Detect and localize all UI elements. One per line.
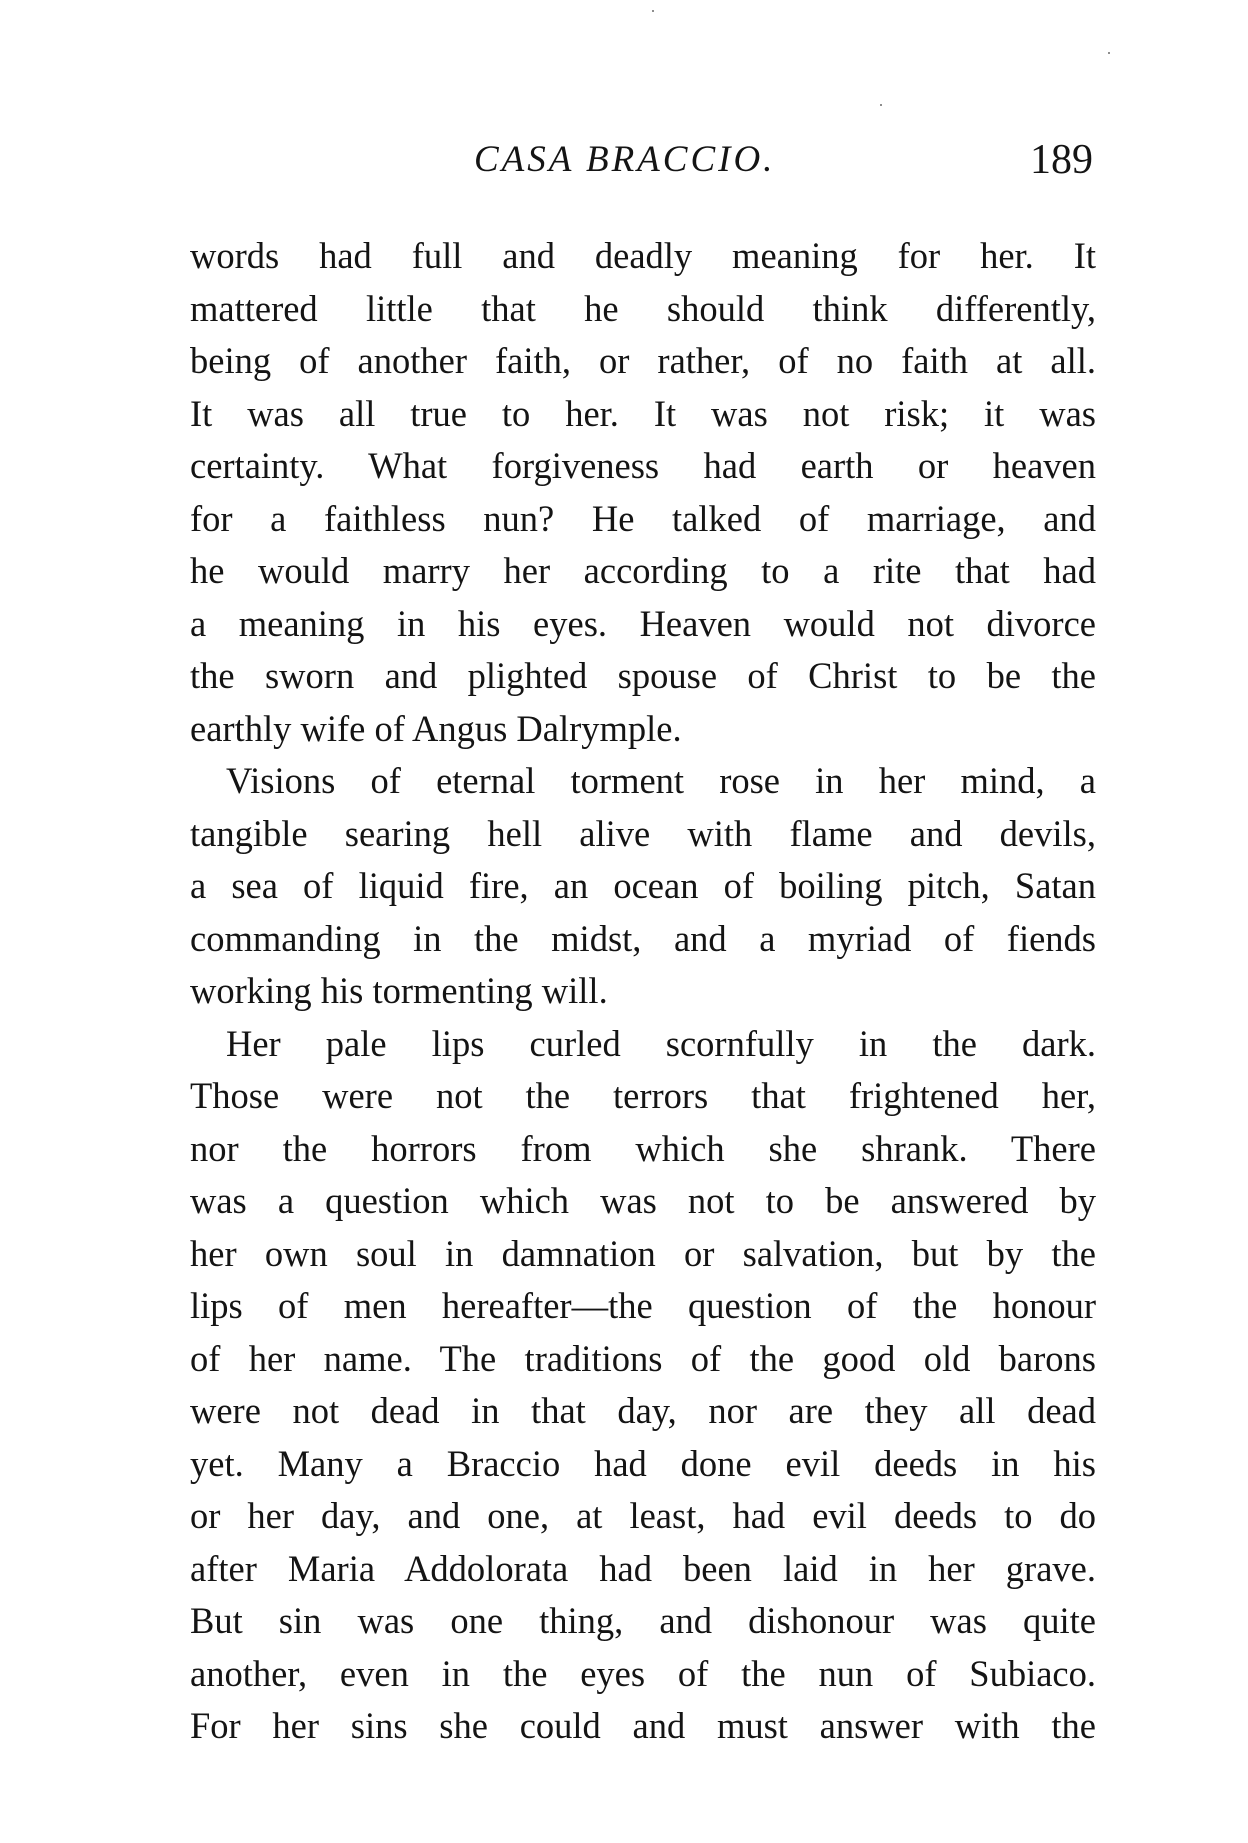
text-line: yet. Many a Braccio had done evil deeds in his (190, 1442, 1096, 1484)
text-line: tangible searing hell alive with flame and devils, (190, 812, 1096, 854)
body-text (190, 230, 1096, 1753)
text-line: were not dead in that day, nor are they all dead (190, 1390, 1096, 1431)
paragraph-2 (190, 755, 1096, 1018)
text-line: It was all true to her. It was not risk; it was (190, 392, 1096, 434)
text-line: nor the horrors from which she shrank. There (190, 1127, 1096, 1169)
text-line: commanding in the midst, and a myriad of fiends (190, 917, 1096, 959)
text-line: working his tormenting will. (190, 970, 608, 1011)
text-line: mattered little that he should think differently, (190, 287, 1096, 329)
text-line: certainty. What forgiveness had earth or heaven (190, 445, 1096, 486)
text-line: earthly wife of Angus Dalrymple. (190, 707, 682, 749)
text-line: Her pale lips curled scornfully in the dark. (226, 1022, 1096, 1064)
text-line: or her day, and one, at least, had evil deeds to do (190, 1495, 1096, 1536)
ink-speck (880, 104, 882, 106)
ink-speck (652, 10, 654, 12)
text-line: for a faithless nun? He talked of marriage, and (190, 497, 1096, 539)
text-line: words had full and deadly meaning for her. It (190, 235, 1096, 276)
text-line: the sworn and plighted spouse of Christ to be the (190, 655, 1096, 696)
page-number: 189 (1030, 137, 1093, 183)
text-line: Visions of eternal torment rose in her mind, a (226, 760, 1096, 801)
text-line: her own soul in damnation or salvation, but by the (190, 1232, 1096, 1274)
paragraph-3 (190, 1018, 1096, 1753)
paragraph-1 (190, 230, 1096, 755)
text-line: after Maria Addolorata had been laid in her grave. (190, 1547, 1096, 1589)
text-line: But sin was one thing, and dishonour was quite (190, 1600, 1096, 1641)
text-line: being of another faith, or rather, of no faith at all. (190, 340, 1096, 381)
text-line: a sea of liquid fire, an ocean of boiling pitch, Satan (190, 865, 1096, 906)
text-line: he would marry her according to a rite that had (190, 550, 1096, 591)
text-line: another, even in the eyes of the nun of Subiaco. (190, 1652, 1096, 1694)
text-line: of her name. The traditions of the good old barons (190, 1337, 1096, 1379)
text-line: Those were not the terrors that frightened her, (190, 1075, 1096, 1116)
text-line: lips of men hereafter—the question of the honour (190, 1285, 1096, 1326)
text-line: was a question which was not to be answered by (190, 1180, 1096, 1221)
page-header (0, 136, 1248, 196)
running-title: CASA BRACCIO. (474, 139, 776, 180)
ink-speck (1108, 52, 1110, 54)
text-line: a meaning in his eyes. Heaven would not divorce (190, 602, 1096, 644)
text-line: For her sins she could and must answer with the (190, 1705, 1096, 1746)
